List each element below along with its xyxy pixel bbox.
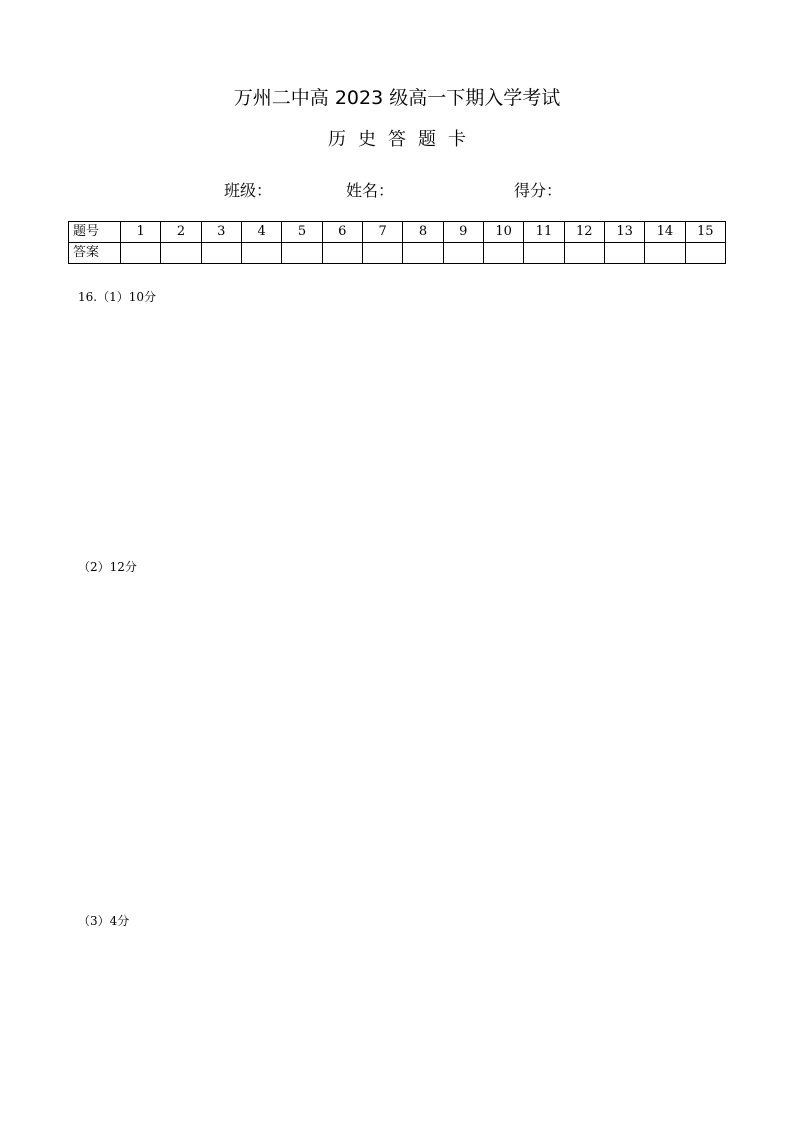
answer-sheet-subtitle: 历史答题卡 [328, 129, 478, 150]
answer-cell[interactable] [645, 243, 685, 264]
question-number-cell: 5 [282, 222, 322, 243]
answer-header: 答案 [69, 243, 121, 264]
answer-cell[interactable] [483, 243, 523, 264]
answer-cell[interactable] [403, 243, 443, 264]
question-16-part-2-label: （2）12分 [78, 560, 137, 574]
answer-cell[interactable] [201, 243, 241, 264]
answer-cell[interactable] [604, 243, 644, 264]
answer-row [69, 243, 726, 264]
question-number-cell: 3 [201, 222, 241, 243]
question-number-cell: 13 [604, 222, 644, 243]
question-number-header: 题号 [69, 222, 121, 243]
class-label: 班级： [224, 181, 273, 200]
answer-cell[interactable] [685, 243, 725, 264]
answer-cell[interactable] [443, 243, 483, 264]
question-number-cell: 1 [121, 222, 161, 243]
question-number-cell: 9 [443, 222, 483, 243]
question-number-cell: 2 [161, 222, 201, 243]
question-number-row [69, 222, 726, 243]
question-number-cell: 14 [645, 222, 685, 243]
answer-cell[interactable] [564, 243, 604, 264]
question-number-cell: 4 [241, 222, 281, 243]
exam-title: 万州二中高 2023 级高一下期入学考试 [233, 87, 561, 109]
question-number-cell: 8 [403, 222, 443, 243]
score-label: 得分： [514, 181, 563, 200]
answer-cell[interactable] [241, 243, 281, 264]
question-number-cell: 15 [685, 222, 725, 243]
name-label: 姓名： [346, 181, 395, 200]
answer-cell[interactable] [121, 243, 161, 264]
question-number-cell: 7 [362, 222, 402, 243]
answer-cell[interactable] [282, 243, 322, 264]
question-16-part-3-label: （3）4分 [78, 914, 130, 928]
question-number-cell: 6 [322, 222, 362, 243]
question-number-cell: 12 [564, 222, 604, 243]
question-number-cell: 11 [524, 222, 564, 243]
question-number-cell: 10 [483, 222, 523, 243]
answer-table [68, 221, 726, 264]
answer-cell[interactable] [362, 243, 402, 264]
answer-cell[interactable] [161, 243, 201, 264]
question-16-part-1-label: 16.（1）10分 [78, 290, 156, 304]
answer-cell[interactable] [322, 243, 362, 264]
answer-cell[interactable] [524, 243, 564, 264]
